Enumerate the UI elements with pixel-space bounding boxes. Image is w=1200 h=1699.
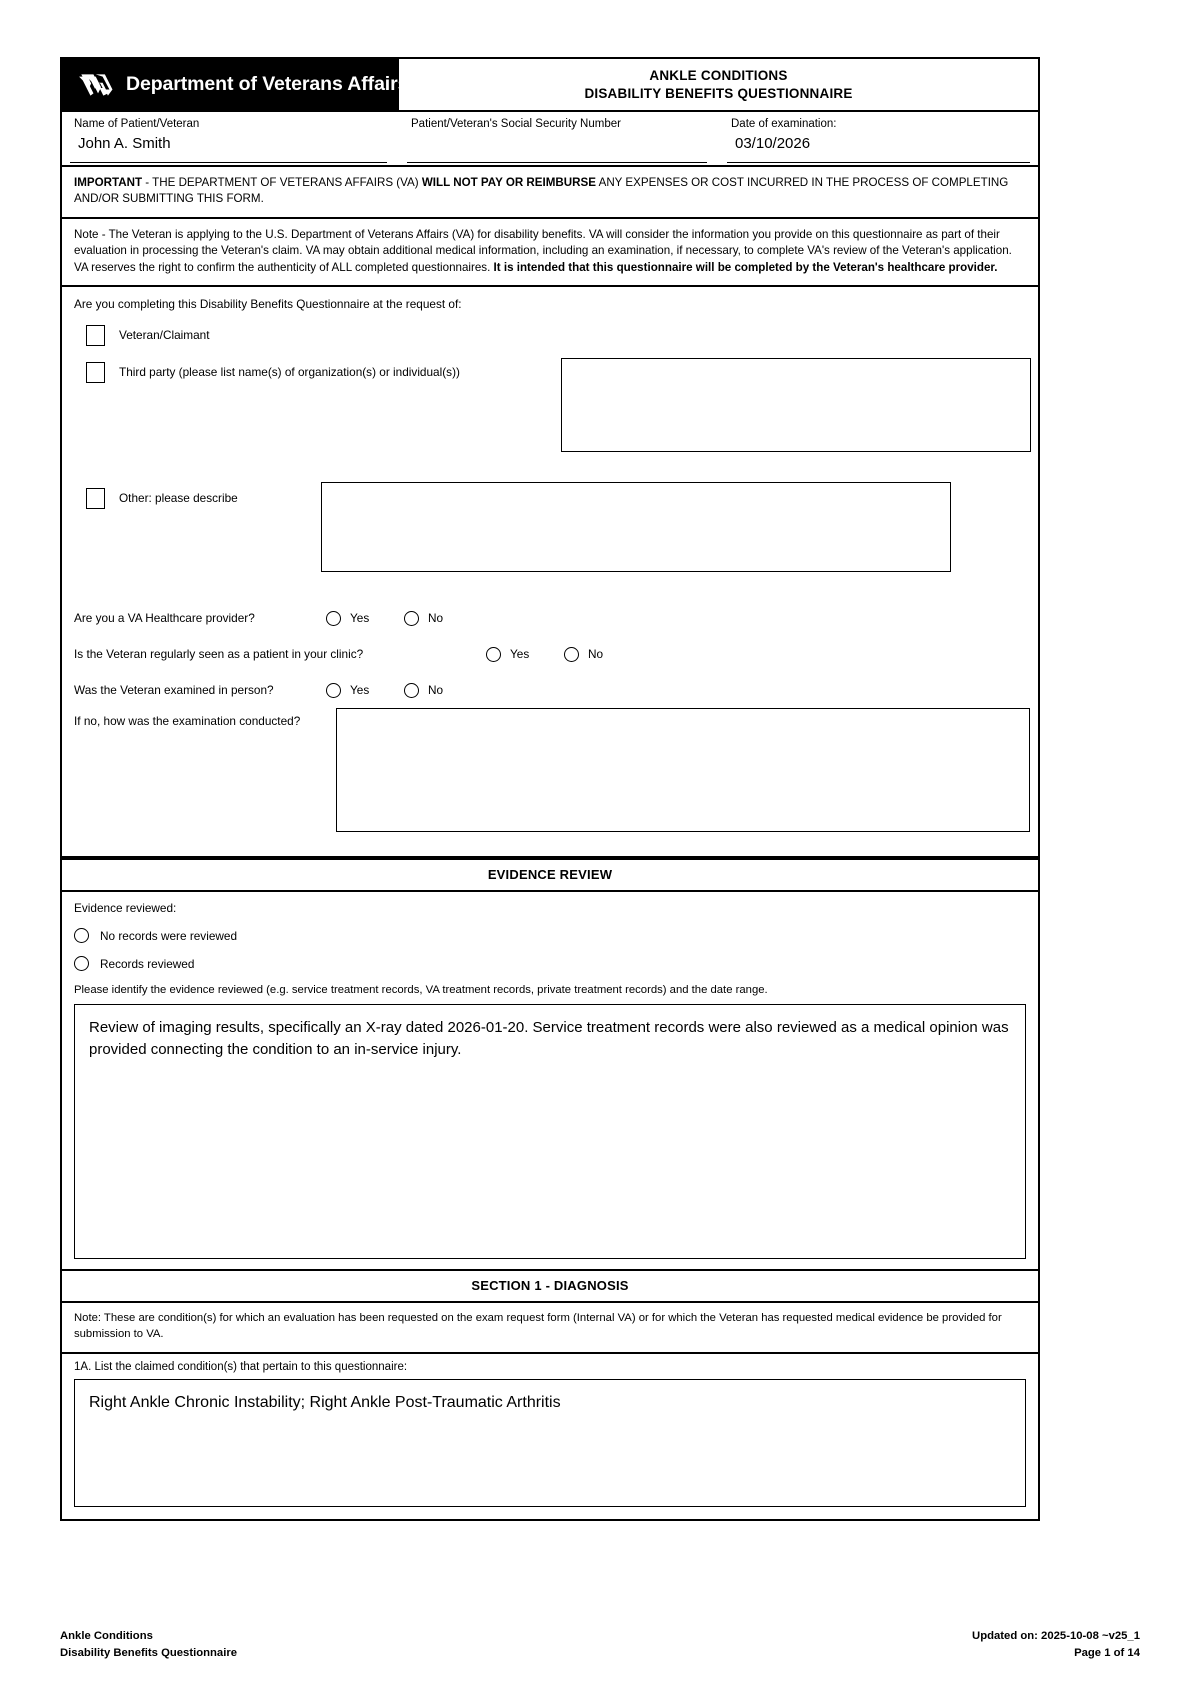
ssn-value <box>411 132 719 135</box>
radio-label-no: No <box>588 647 604 662</box>
patient-name-label: Name of Patient/Veteran <box>74 118 200 130</box>
question-examined-in-person-label: Was the Veteran examined in person? <box>74 683 274 698</box>
request-of-block <box>62 287 1038 858</box>
request-of-veteran-option[interactable] <box>74 325 1026 346</box>
request-of-third-party-option <box>74 362 1026 484</box>
veteran-claimant-label: Veteran/Claimant <box>119 328 210 343</box>
radio-regularly-seen-yes[interactable] <box>486 647 564 662</box>
note-text-a: Note - The Veteran is applying to the U.S. Department of Veterans Affairs (VA) for disability benefits. VA will consider the information you provide on this questionnaire as part of their evaluation in processing the Veteran's claim. VA may obtain additional medical information, including an examination, if necessary, to complete VA's review of the Veteran's application. VA reserves the right to confirm the authenticity of ALL completed questionnaires. <box>74 227 1012 274</box>
exam-method-row <box>74 714 1026 844</box>
important-bold-b: WILL NOT PAY OR REIMBURSE <box>421 176 596 189</box>
page-footer <box>60 1628 1140 1662</box>
checkbox-third-party[interactable] <box>86 362 105 383</box>
radio-circle-yes[interactable] <box>486 647 501 662</box>
radio-circle-yes[interactable] <box>326 683 341 698</box>
checkbox-other[interactable] <box>86 488 105 509</box>
form-header <box>62 59 1038 112</box>
form-title-line2: DISABILITY BENEFITS QUESTIONNAIRE <box>584 85 853 101</box>
ssn-label: Patient/Veteran's Social Security Number <box>411 118 621 130</box>
important-text <box>74 175 1026 208</box>
evidence-review-banner: EVIDENCE REVIEW <box>62 858 1038 892</box>
identity-row <box>62 112 1038 167</box>
radio-regularly-seen-no[interactable] <box>564 647 603 662</box>
section1-banner: SECTION 1 - DIAGNOSIS <box>62 1269 1038 1303</box>
radio-no-records-reviewed[interactable] <box>74 928 1026 943</box>
radio-circle-no-records[interactable] <box>74 928 89 943</box>
question-examined-in-person <box>74 672 1026 708</box>
checkbox-veteran-claimant[interactable] <box>86 325 105 346</box>
radio-label-yes: Yes <box>350 683 370 698</box>
radio-circle-records[interactable] <box>74 956 89 971</box>
patient-name-rule <box>70 162 387 163</box>
radio-circle-no[interactable] <box>564 647 579 662</box>
evidence-instruction: Please identify the evidence reviewed (e.g. service treatment records, VA treatment records, private treatment records) and the date range. <box>74 984 768 997</box>
request-of-question: Are you completing this Disability Benefits Questionnaire at the request of: <box>74 297 462 312</box>
radio-label-yes: Yes <box>510 647 530 662</box>
patient-name-value: John A. Smith <box>78 134 171 152</box>
other-describe-input[interactable] <box>321 482 951 572</box>
ssn-rule <box>407 162 707 163</box>
va-logo-icon <box>76 72 114 98</box>
note-bold-b: It is intended that this questionnaire will be completed by the Veteran's healthcare provider. <box>493 260 998 274</box>
exam-date-rule <box>727 162 1030 163</box>
question-1a-value: Right Ankle Chronic Instability; Right Ankle Post-Traumatic Arthritis <box>89 1393 561 1411</box>
no-records-label: No records were reviewed <box>100 928 238 943</box>
evidence-text-value: Review of imaging results, specifically an X-ray dated 2026-01-20. Service treatment records were also reviewed as a medical opinion was provided connecting the condition to an in-service injury. <box>89 1019 1009 1059</box>
important-text-a: - THE DEPARTMENT OF VETERANS AFFAIRS (VA) <box>142 176 422 189</box>
radio-circle-yes[interactable] <box>326 611 341 626</box>
question-va-provider <box>74 600 1026 636</box>
exam-date-label: Date of examination: <box>731 118 837 130</box>
exam-method-input[interactable] <box>336 708 1030 832</box>
radio-va-provider-no[interactable] <box>404 611 443 626</box>
question-va-provider-label: Are you a VA Healthcare provider? <box>74 611 255 626</box>
radio-label-no: No <box>428 683 444 698</box>
footer-right <box>972 1628 1140 1662</box>
records-reviewed-label: Records reviewed <box>100 956 195 971</box>
question-regularly-seen-label: Is the Veteran regularly seen as a patient in your clinic? <box>74 647 364 662</box>
radio-circle-no[interactable] <box>404 683 419 698</box>
exam-date-value: 03/10/2026 <box>735 134 811 152</box>
form-title-line1: ANKLE CONDITIONS <box>649 67 788 83</box>
third-party-input[interactable] <box>561 358 1031 452</box>
agency-name: Department of Veterans Affairs <box>126 73 409 95</box>
footer-form-name: Ankle Conditions <box>60 1630 153 1643</box>
note-block <box>62 219 1038 287</box>
form-title <box>399 59 1038 110</box>
exam-date-field[interactable] <box>719 112 1038 165</box>
patient-name-field[interactable] <box>62 112 399 165</box>
question-regularly-seen <box>74 636 1026 672</box>
va-branding <box>62 59 409 110</box>
third-party-label: Third party (please list name(s) of organization(s) or individual(s)) <box>119 365 460 380</box>
radio-label-yes: Yes <box>350 611 370 626</box>
important-lead: IMPORTANT <box>74 176 143 189</box>
radio-va-provider-yes[interactable] <box>326 611 404 626</box>
important-notice <box>62 167 1038 219</box>
footer-left <box>60 1628 237 1662</box>
radio-examined-yes[interactable] <box>326 683 404 698</box>
footer-page-number: Page 1 of 14 <box>1074 1647 1140 1660</box>
other-label: Other: please describe <box>119 491 238 506</box>
question-1a-input[interactable] <box>74 1379 1026 1507</box>
evidence-text-input[interactable] <box>74 1004 1026 1259</box>
form-frame <box>60 57 1040 1521</box>
note-text <box>74 227 1026 276</box>
radio-label-no: No <box>428 611 444 626</box>
question-1a-label: 1A. List the claimed condition(s) that pertain to this questionnaire: <box>74 1360 408 1373</box>
ssn-field[interactable] <box>399 112 719 165</box>
request-of-other-option <box>74 488 1026 600</box>
evidence-review-block <box>62 892 1038 1269</box>
radio-records-reviewed[interactable] <box>74 956 1026 971</box>
section1-note: Note: These are condition(s) for which an evaluation has been requested on the exam request form (Internal VA) or for which the Veteran has requested medical evidence be provided for submission to VA. <box>62 1303 1038 1354</box>
important-text-c: ANY EXPENSES OR COST INCURRED IN THE PROCESS OF COMPLETING AND/OR SUBMITTING THIS FORM. <box>74 176 1009 206</box>
evidence-reviewed-lead: Evidence reviewed: <box>74 901 177 916</box>
footer-version: Updated on: 2025-10-08 ~v25_1 <box>972 1630 1140 1643</box>
radio-examined-no[interactable] <box>404 683 443 698</box>
radio-circle-no[interactable] <box>404 611 419 626</box>
exam-method-label: If no, how was the examination conducted? <box>74 714 301 729</box>
footer-form-subtitle: Disability Benefits Questionnaire <box>60 1647 238 1660</box>
